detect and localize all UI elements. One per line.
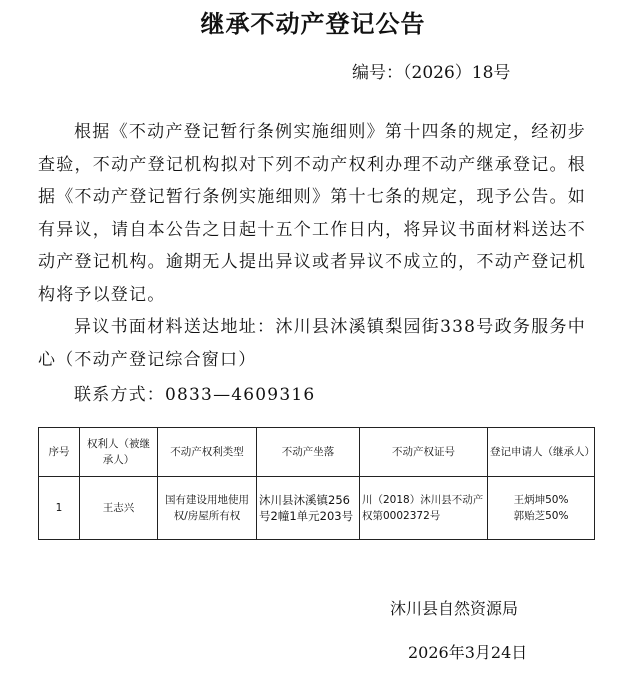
header-location: 不动产坐落 [257,428,360,477]
applicant-1: 王炳坤50% [513,494,569,506]
notice-paragraph-main: 根据《不动产登记暂行条例实施细则》第十四条的规定，经初步查验，不动产登记机构拟对下列不动产权利办理不动产继承登记。根据《不动产登记暂行条例实施细则》第十七条的规定，现予公告。如有异议，请自本公告之日起十五个工作日内，将异议书面材料送达不动产登记机构。逾期无人提出异议或者异议不成立的，不动产登记机构将予以登记。 [38,122,586,305]
registration-table [38,427,595,540]
cell-applicant [488,477,595,540]
header-owner: 权利人（被继承人） [80,428,158,477]
cell-owner: 王志兴 [80,477,158,540]
serial-number: 编号：（2026）18号 [352,63,511,83]
table-header-row [39,428,595,477]
header-applicant: 登记申请人（继承人） [488,428,595,477]
issuing-authority: 沐川县自然资源局 [390,599,519,618]
notice-title: 继承不动产登记公告 [200,10,426,38]
cell-location: 沐川县沐溪镇256号2幢1单元203号 [257,477,360,540]
cell-right-type: 国有建设用地使用权/房屋所有权 [158,477,257,540]
cell-certificate: 川（2018）沐川县不动产权第0002372号 [360,477,488,540]
cell-seq: 1 [39,477,80,540]
contact-info: 联系方式：0833—4609316 [74,385,316,405]
header-certificate: 不动产权证号 [360,428,488,477]
table-row [39,477,595,540]
objection-address: 异议书面材料送达地址：沐川县沐溪镇梨园街338号政务服务中心（不动产登记综合窗口） [38,317,586,370]
header-seq: 序号 [39,428,80,477]
issue-date: 2026年3月24日 [408,643,528,662]
applicant-2: 郭贻芝50% [513,510,569,522]
header-right-type: 不动产权利类型 [158,428,257,477]
